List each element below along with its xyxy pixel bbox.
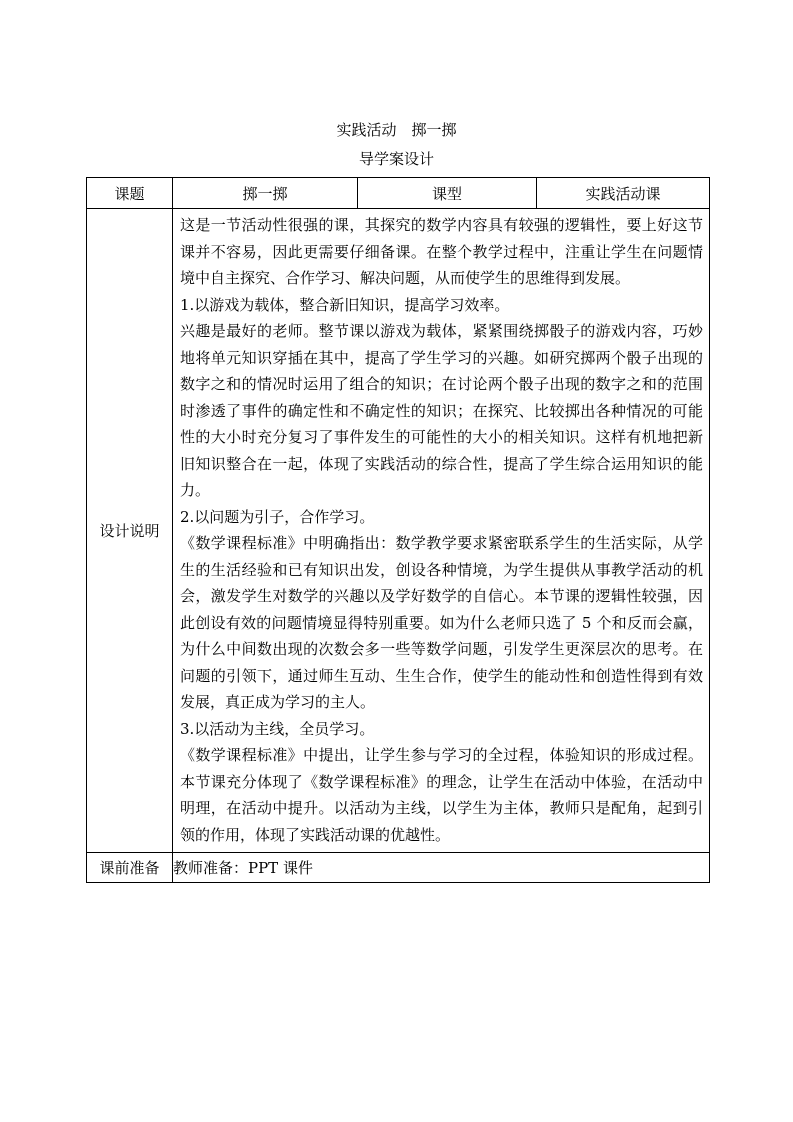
design-row <box>87 209 710 853</box>
prep-value: 教师准备：PPT 课件 <box>173 853 710 883</box>
design-label: 设计说明 <box>87 209 173 853</box>
design-point-2: 2.以问题为引子，合作学习。 <box>180 507 375 526</box>
prep-row <box>87 853 710 883</box>
document-subtitle: 导学案设计 <box>358 150 434 168</box>
lesson-plan-table <box>86 177 710 883</box>
prep-label: 课前准备 <box>87 853 173 883</box>
topic-value: 掷一掷 <box>173 178 358 209</box>
design-paragraph-intro: 这是一节活动性很强的课，其探究的数学内容具有较强的逻辑性，要上好这节课并不容易，因此更需要仔细备课。在整个教学过程中，注重让学生在问题情境中自主探究、合作学习、解决问题，从而使学生的思维得到发展。 <box>180 216 703 287</box>
topic-row <box>87 178 710 209</box>
design-paragraph-2: 《数学课程标准》中明确指出：数学教学要求紧密联系学生的生活实际，从学生的生活经验和已有知识出发，创设各种情境，为学生提供从事教学活动的机会，激发学生对数学的兴趣以及学好数学的自信心。本节课的逻辑性较强，因此创设有效的问题情境显得特别重要。如为什么老师只选了 5 个和反而会赢，为什么中间数出现的次数会多一些等数学问题，引发学生更深层次的思考。在问题的引领下，通过师生互动、生生合作，使学生的能动性和创造性得到有效发展，真正成为学习的主人。 <box>180 534 703 711</box>
document-title: 实践活动 掷一掷 <box>336 121 457 139</box>
design-paragraph-3: 《数学课程标准》中提出，让学生参与学习的全过程，体验知识的形成过程。本节课充分体现了《数学课程标准》的理念，让学生在活动中体验，在活动中明理，在活动中提升。以活动为主线，以学生为主体，教师只是配角，起到引领的作用，体现了实践活动课的优越性。 <box>180 746 703 844</box>
type-label: 课型 <box>358 178 537 209</box>
design-content <box>173 209 710 853</box>
type-value: 实践活动课 <box>537 178 710 209</box>
design-point-1: 1.以游戏为载体，整合新旧知识，提高学习效率。 <box>180 295 510 314</box>
design-paragraph-1: 兴趣是最好的老师。整节课以游戏为载体，紧紧围绕掷骰子的游戏内容，巧妙地将单元知识穿插在其中，提高了学生学习的兴趣。如研究掷两个骰子出现的数字之和的情况时运用了组合的知识；在讨论两个骰子出现的数字之和的范围时渗透了事件的确定性和不确定性的知识；在探究、比较掷出各种情况的可能性的大小时充分复习了事件发生的可能性的大小的相关知识。这样有机地把新旧知识整合在一起，体现了实践活动的综合性，提高了学生综合运用知识的能力。 <box>180 322 703 499</box>
design-point-3: 3.以活动为主线，全员学习。 <box>180 719 375 738</box>
topic-label: 课题 <box>87 178 173 209</box>
